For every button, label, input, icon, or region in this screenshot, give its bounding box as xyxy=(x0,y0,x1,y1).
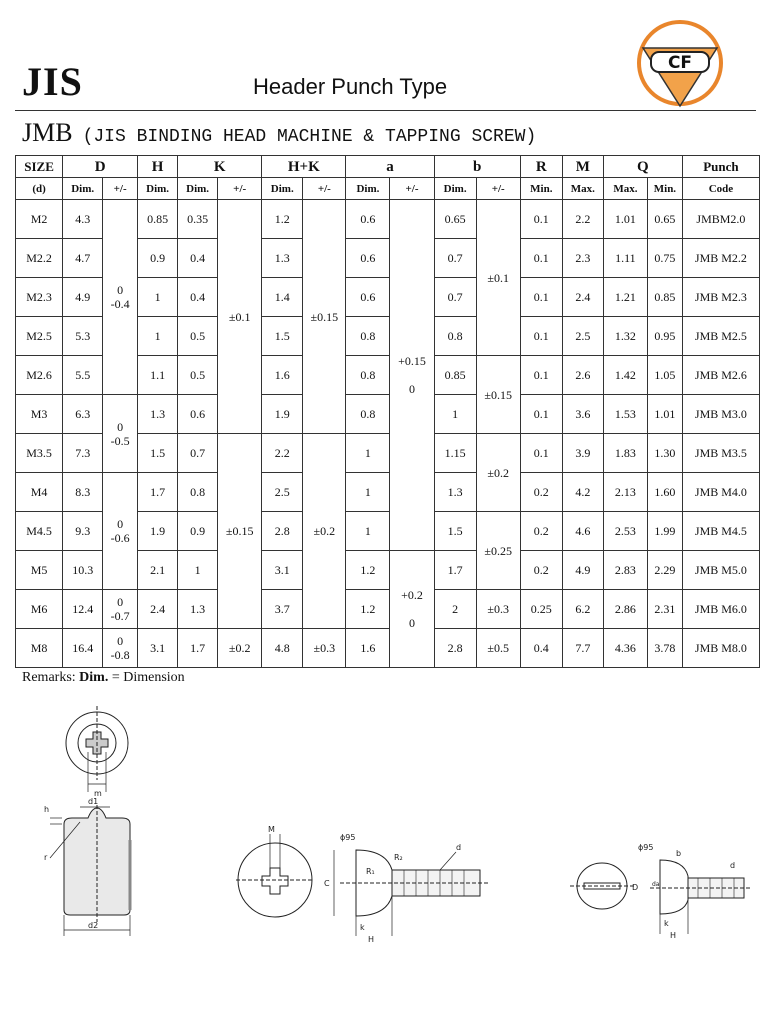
jis-heading: JIS xyxy=(22,59,83,104)
cell-hk: 3.7 xyxy=(262,590,303,629)
label-phi: ϕ95 xyxy=(340,833,356,842)
cell-d: 7.3 xyxy=(63,434,103,473)
cell-m: 2.5 xyxy=(562,317,603,356)
cell-b: 0.85 xyxy=(434,356,476,395)
cell-code: JMB M2.3 xyxy=(682,278,759,317)
cell-h: 1.5 xyxy=(138,434,178,473)
cell-hk: 1.4 xyxy=(262,278,303,317)
label-b: b xyxy=(676,849,682,858)
label-d2: d2 xyxy=(88,921,99,930)
cell-m: 4.9 xyxy=(562,551,603,590)
cell-r: 0.2 xyxy=(520,551,562,590)
tol-hk: ±0.3 xyxy=(303,629,346,668)
cell-qmax: 1.01 xyxy=(603,200,647,239)
cell-r: 0.1 xyxy=(520,278,562,317)
cell-m: 3.6 xyxy=(562,395,603,434)
product-description: (JIS BINDING HEAD MACHINE & TAPPING SCREW) xyxy=(82,127,537,147)
tol-hk: ±0.15 xyxy=(303,200,346,434)
cell-code: JMB M2.6 xyxy=(682,356,759,395)
cell-r: 0.1 xyxy=(520,434,562,473)
cell-hk: 2.2 xyxy=(262,434,303,473)
cell-qmin: 1.99 xyxy=(647,512,682,551)
cell-d: 6.3 xyxy=(63,395,103,434)
cell-m: 4.2 xyxy=(562,473,603,512)
sub-code: Code xyxy=(682,178,759,200)
cell-hk: 4.8 xyxy=(262,629,303,668)
cell-r: 0.4 xyxy=(520,629,562,668)
label-r1: R₁ xyxy=(366,867,375,876)
screw-drawing-phillips xyxy=(236,825,490,944)
cell-d: 16.4 xyxy=(63,629,103,668)
punch-drawing xyxy=(44,706,130,936)
cell-size: M2.2 xyxy=(16,239,63,278)
header-row-2 xyxy=(16,178,760,200)
label-d: d xyxy=(730,861,736,870)
cell-m: 2.3 xyxy=(562,239,603,278)
tol-hk: ±0.2 xyxy=(303,434,346,629)
cell-code: JMB M6.0 xyxy=(682,590,759,629)
cell-a: 1 xyxy=(346,512,390,551)
col-hk: H+K xyxy=(262,156,346,178)
cell-qmax: 2.83 xyxy=(603,551,647,590)
cell-qmin: 2.29 xyxy=(647,551,682,590)
label-da: da xyxy=(652,881,660,888)
tol-b: ±0.1 xyxy=(476,200,520,356)
cell-d: 12.4 xyxy=(63,590,103,629)
cell-size: M2.5 xyxy=(16,317,63,356)
cell-h: 1.1 xyxy=(138,356,178,395)
cell-d: 10.3 xyxy=(63,551,103,590)
remarks xyxy=(22,670,185,686)
tol-k: ±0.15 xyxy=(218,434,262,629)
sub-dim: Dim. xyxy=(262,178,303,200)
cell-qmax: 1.42 xyxy=(603,356,647,395)
cell-qmin: 1.60 xyxy=(647,473,682,512)
remarks-suffix: = Dimension xyxy=(108,670,185,685)
cell-m: 7.7 xyxy=(562,629,603,668)
tol-a: +0.15 0 xyxy=(390,200,434,551)
label-phi: ϕ95 xyxy=(638,843,654,852)
cell-b: 0.8 xyxy=(434,317,476,356)
cell-d: 4.3 xyxy=(63,200,103,239)
cell-a: 1.6 xyxy=(346,629,390,668)
cell-r: 0.1 xyxy=(520,395,562,434)
cell-qmax: 1.83 xyxy=(603,434,647,473)
cell-d: 5.3 xyxy=(63,317,103,356)
sub-min: Min. xyxy=(647,178,682,200)
label-h: H xyxy=(670,931,677,940)
header-divider xyxy=(15,110,756,111)
tol-b: ±0.15 xyxy=(476,356,520,434)
cell-r: 0.25 xyxy=(520,590,562,629)
tol-d: 0 -0.5 xyxy=(103,395,138,473)
cell-k: 0.4 xyxy=(178,239,218,278)
cell-h: 2.4 xyxy=(138,590,178,629)
cell-k: 1.3 xyxy=(178,590,218,629)
col-d: D xyxy=(63,156,138,178)
cell-size: M2 xyxy=(16,200,63,239)
cell-b: 1.7 xyxy=(434,551,476,590)
cell-k: 0.8 xyxy=(178,473,218,512)
cell-qmin: 0.95 xyxy=(647,317,682,356)
cell-a: 1 xyxy=(346,434,390,473)
cell-h: 1.9 xyxy=(138,512,178,551)
cell-h: 1.7 xyxy=(138,473,178,512)
sub-dim: Dim. xyxy=(138,178,178,200)
sub-dim: Dim. xyxy=(434,178,476,200)
cell-a: 1.2 xyxy=(346,551,390,590)
cell-size: M6 xyxy=(16,590,63,629)
cell-qmax: 4.36 xyxy=(603,629,647,668)
cell-hk: 1.9 xyxy=(262,395,303,434)
cell-m: 2.6 xyxy=(562,356,603,395)
cell-a: 0.8 xyxy=(346,317,390,356)
cell-k: 1.7 xyxy=(178,629,218,668)
tol-b: ±0.25 xyxy=(476,512,520,590)
table-row xyxy=(16,473,760,512)
cell-code: JMB M8.0 xyxy=(682,629,759,668)
table-row xyxy=(16,395,760,434)
cross-recess xyxy=(262,868,288,894)
table-row xyxy=(16,629,760,668)
tol-k: ±0.2 xyxy=(218,629,262,668)
sub-size: (d) xyxy=(16,178,63,200)
cell-m: 2.4 xyxy=(562,278,603,317)
cell-code: JMBM2.0 xyxy=(682,200,759,239)
col-size: SIZE xyxy=(16,156,63,178)
cell-d: 5.5 xyxy=(63,356,103,395)
table-row xyxy=(16,590,760,629)
cell-size: M2.6 xyxy=(16,356,63,395)
screw-head-side xyxy=(660,860,688,914)
cell-h: 1.3 xyxy=(138,395,178,434)
tol-d: 0 -0.4 xyxy=(103,200,138,395)
cell-a: 0.6 xyxy=(346,239,390,278)
cell-h: 3.1 xyxy=(138,629,178,668)
cell-size: M5 xyxy=(16,551,63,590)
cell-qmin: 2.31 xyxy=(647,590,682,629)
cell-size: M4.5 xyxy=(16,512,63,551)
cell-m: 2.2 xyxy=(562,200,603,239)
sub-dim: Dim. xyxy=(63,178,103,200)
product-subtitle xyxy=(22,118,536,148)
header-row-1 xyxy=(16,156,760,178)
cell-qmin: 1.05 xyxy=(647,356,682,395)
cell-hk: 2.8 xyxy=(262,512,303,551)
cell-code: JMB M4.0 xyxy=(682,473,759,512)
page-title: Header Punch Type xyxy=(253,74,448,99)
cell-h: 2.1 xyxy=(138,551,178,590)
cell-qmax: 1.53 xyxy=(603,395,647,434)
label-m: M xyxy=(268,825,275,834)
cell-k: 0.4 xyxy=(178,278,218,317)
cell-b: 2.8 xyxy=(434,629,476,668)
cell-size: M3.5 xyxy=(16,434,63,473)
cell-qmax: 1.32 xyxy=(603,317,647,356)
cell-k: 0.7 xyxy=(178,434,218,473)
cell-k: 0.9 xyxy=(178,512,218,551)
col-r: R xyxy=(520,156,562,178)
cell-hk: 1.2 xyxy=(262,200,303,239)
cell-r: 0.1 xyxy=(520,200,562,239)
sub-tol: +/- xyxy=(476,178,520,200)
remarks-bold: Dim. xyxy=(79,670,109,685)
col-b: b xyxy=(434,156,520,178)
label-k: k xyxy=(360,923,365,932)
sub-max: Max. xyxy=(603,178,647,200)
tol-d: 0 -0.6 xyxy=(103,473,138,590)
cell-h: 0.85 xyxy=(138,200,178,239)
cell-d: 4.9 xyxy=(63,278,103,317)
cell-size: M3 xyxy=(16,395,63,434)
cell-size: M8 xyxy=(16,629,63,668)
cell-d: 8.3 xyxy=(63,473,103,512)
col-q: Q xyxy=(603,156,682,178)
tol-a: +0.2 0 xyxy=(390,551,434,668)
label-r: r xyxy=(44,853,48,862)
cell-b: 1 xyxy=(434,395,476,434)
sub-tol: +/- xyxy=(103,178,138,200)
cell-qmax: 2.86 xyxy=(603,590,647,629)
cell-code: JMB M2.5 xyxy=(682,317,759,356)
label-h: h xyxy=(44,805,50,814)
cell-code: JMB M2.2 xyxy=(682,239,759,278)
tol-b: ±0.5 xyxy=(476,629,520,668)
sub-min: Min. xyxy=(520,178,562,200)
cell-k: 0.35 xyxy=(178,200,218,239)
cell-b: 1.3 xyxy=(434,473,476,512)
cell-hk: 1.3 xyxy=(262,239,303,278)
cell-h: 0.9 xyxy=(138,239,178,278)
cell-qmax: 1.11 xyxy=(603,239,647,278)
cell-r: 0.2 xyxy=(520,512,562,551)
cell-k: 0.6 xyxy=(178,395,218,434)
cell-qmin: 0.85 xyxy=(647,278,682,317)
cell-code: JMB M3.0 xyxy=(682,395,759,434)
cell-b: 0.7 xyxy=(434,278,476,317)
col-k: K xyxy=(178,156,262,178)
cell-b: 1.5 xyxy=(434,512,476,551)
cell-r: 0.2 xyxy=(520,473,562,512)
label-c: C xyxy=(324,879,330,888)
cell-r: 0.1 xyxy=(520,356,562,395)
cell-code: JMB M3.5 xyxy=(682,434,759,473)
label-m: m xyxy=(94,789,102,798)
cell-qmin: 0.75 xyxy=(647,239,682,278)
cell-m: 6.2 xyxy=(562,590,603,629)
tol-b: ±0.3 xyxy=(476,590,520,629)
cell-qmin: 0.65 xyxy=(647,200,682,239)
cell-a: 1.2 xyxy=(346,590,390,629)
label-dd: D xyxy=(632,883,639,892)
sub-dim: Dim. xyxy=(346,178,390,200)
sub-tol: +/- xyxy=(218,178,262,200)
cell-size: M4 xyxy=(16,473,63,512)
cell-qmax: 2.53 xyxy=(603,512,647,551)
cell-b: 0.7 xyxy=(434,239,476,278)
cell-qmax: 1.21 xyxy=(603,278,647,317)
cell-d: 9.3 xyxy=(63,512,103,551)
cell-hk: 1.6 xyxy=(262,356,303,395)
cell-b: 0.65 xyxy=(434,200,476,239)
cell-k: 0.5 xyxy=(178,356,218,395)
sub-dim: Dim. xyxy=(178,178,218,200)
cell-d: 4.7 xyxy=(63,239,103,278)
leader-line xyxy=(440,852,456,870)
cell-r: 0.1 xyxy=(520,317,562,356)
cell-b: 1.15 xyxy=(434,434,476,473)
tol-b: ±0.2 xyxy=(476,434,520,512)
cell-size: M2.3 xyxy=(16,278,63,317)
cell-qmax: 2.13 xyxy=(603,473,647,512)
tol-d: 0 -0.7 xyxy=(103,590,138,629)
cell-code: JMB M5.0 xyxy=(682,551,759,590)
col-punch: Punch xyxy=(682,156,759,178)
tol-d: 0 -0.8 xyxy=(103,629,138,668)
spec-table xyxy=(15,155,760,668)
cell-hk: 1.5 xyxy=(262,317,303,356)
cell-a: 0.8 xyxy=(346,395,390,434)
sub-tol: +/- xyxy=(390,178,434,200)
cell-qmin: 3.78 xyxy=(647,629,682,668)
technical-drawings xyxy=(0,700,768,1024)
cell-a: 0.8 xyxy=(346,356,390,395)
sub-tol: +/- xyxy=(303,178,346,200)
label-r2: R₂ xyxy=(394,853,403,862)
cell-h: 1 xyxy=(138,317,178,356)
remarks-prefix: Remarks: xyxy=(22,670,80,685)
product-code: JMB xyxy=(22,118,73,147)
cf-logo xyxy=(635,18,725,108)
cell-hk: 2.5 xyxy=(262,473,303,512)
col-a: a xyxy=(346,156,434,178)
cell-k: 0.5 xyxy=(178,317,218,356)
logo-text: CF xyxy=(667,53,693,73)
cell-m: 4.6 xyxy=(562,512,603,551)
cell-qmin: 1.01 xyxy=(647,395,682,434)
cell-k: 1 xyxy=(178,551,218,590)
cell-b: 2 xyxy=(434,590,476,629)
col-m: M xyxy=(562,156,603,178)
cell-m: 3.9 xyxy=(562,434,603,473)
cell-r: 0.1 xyxy=(520,239,562,278)
cell-a: 0.6 xyxy=(346,278,390,317)
table-row xyxy=(16,200,760,239)
cell-qmin: 1.30 xyxy=(647,434,682,473)
tol-k: ±0.1 xyxy=(218,200,262,434)
cell-hk: 3.1 xyxy=(262,551,303,590)
cell-a: 1 xyxy=(346,473,390,512)
label-d1: d1 xyxy=(88,797,99,806)
cell-h: 1 xyxy=(138,278,178,317)
screw-drawing-slotted xyxy=(570,843,750,940)
col-h: H xyxy=(138,156,178,178)
label-h: H xyxy=(368,935,375,944)
label-k: k xyxy=(664,919,669,928)
label-d: d xyxy=(456,843,462,852)
cell-code: JMB M4.5 xyxy=(682,512,759,551)
cell-a: 0.6 xyxy=(346,200,390,239)
sub-max: Max. xyxy=(562,178,603,200)
